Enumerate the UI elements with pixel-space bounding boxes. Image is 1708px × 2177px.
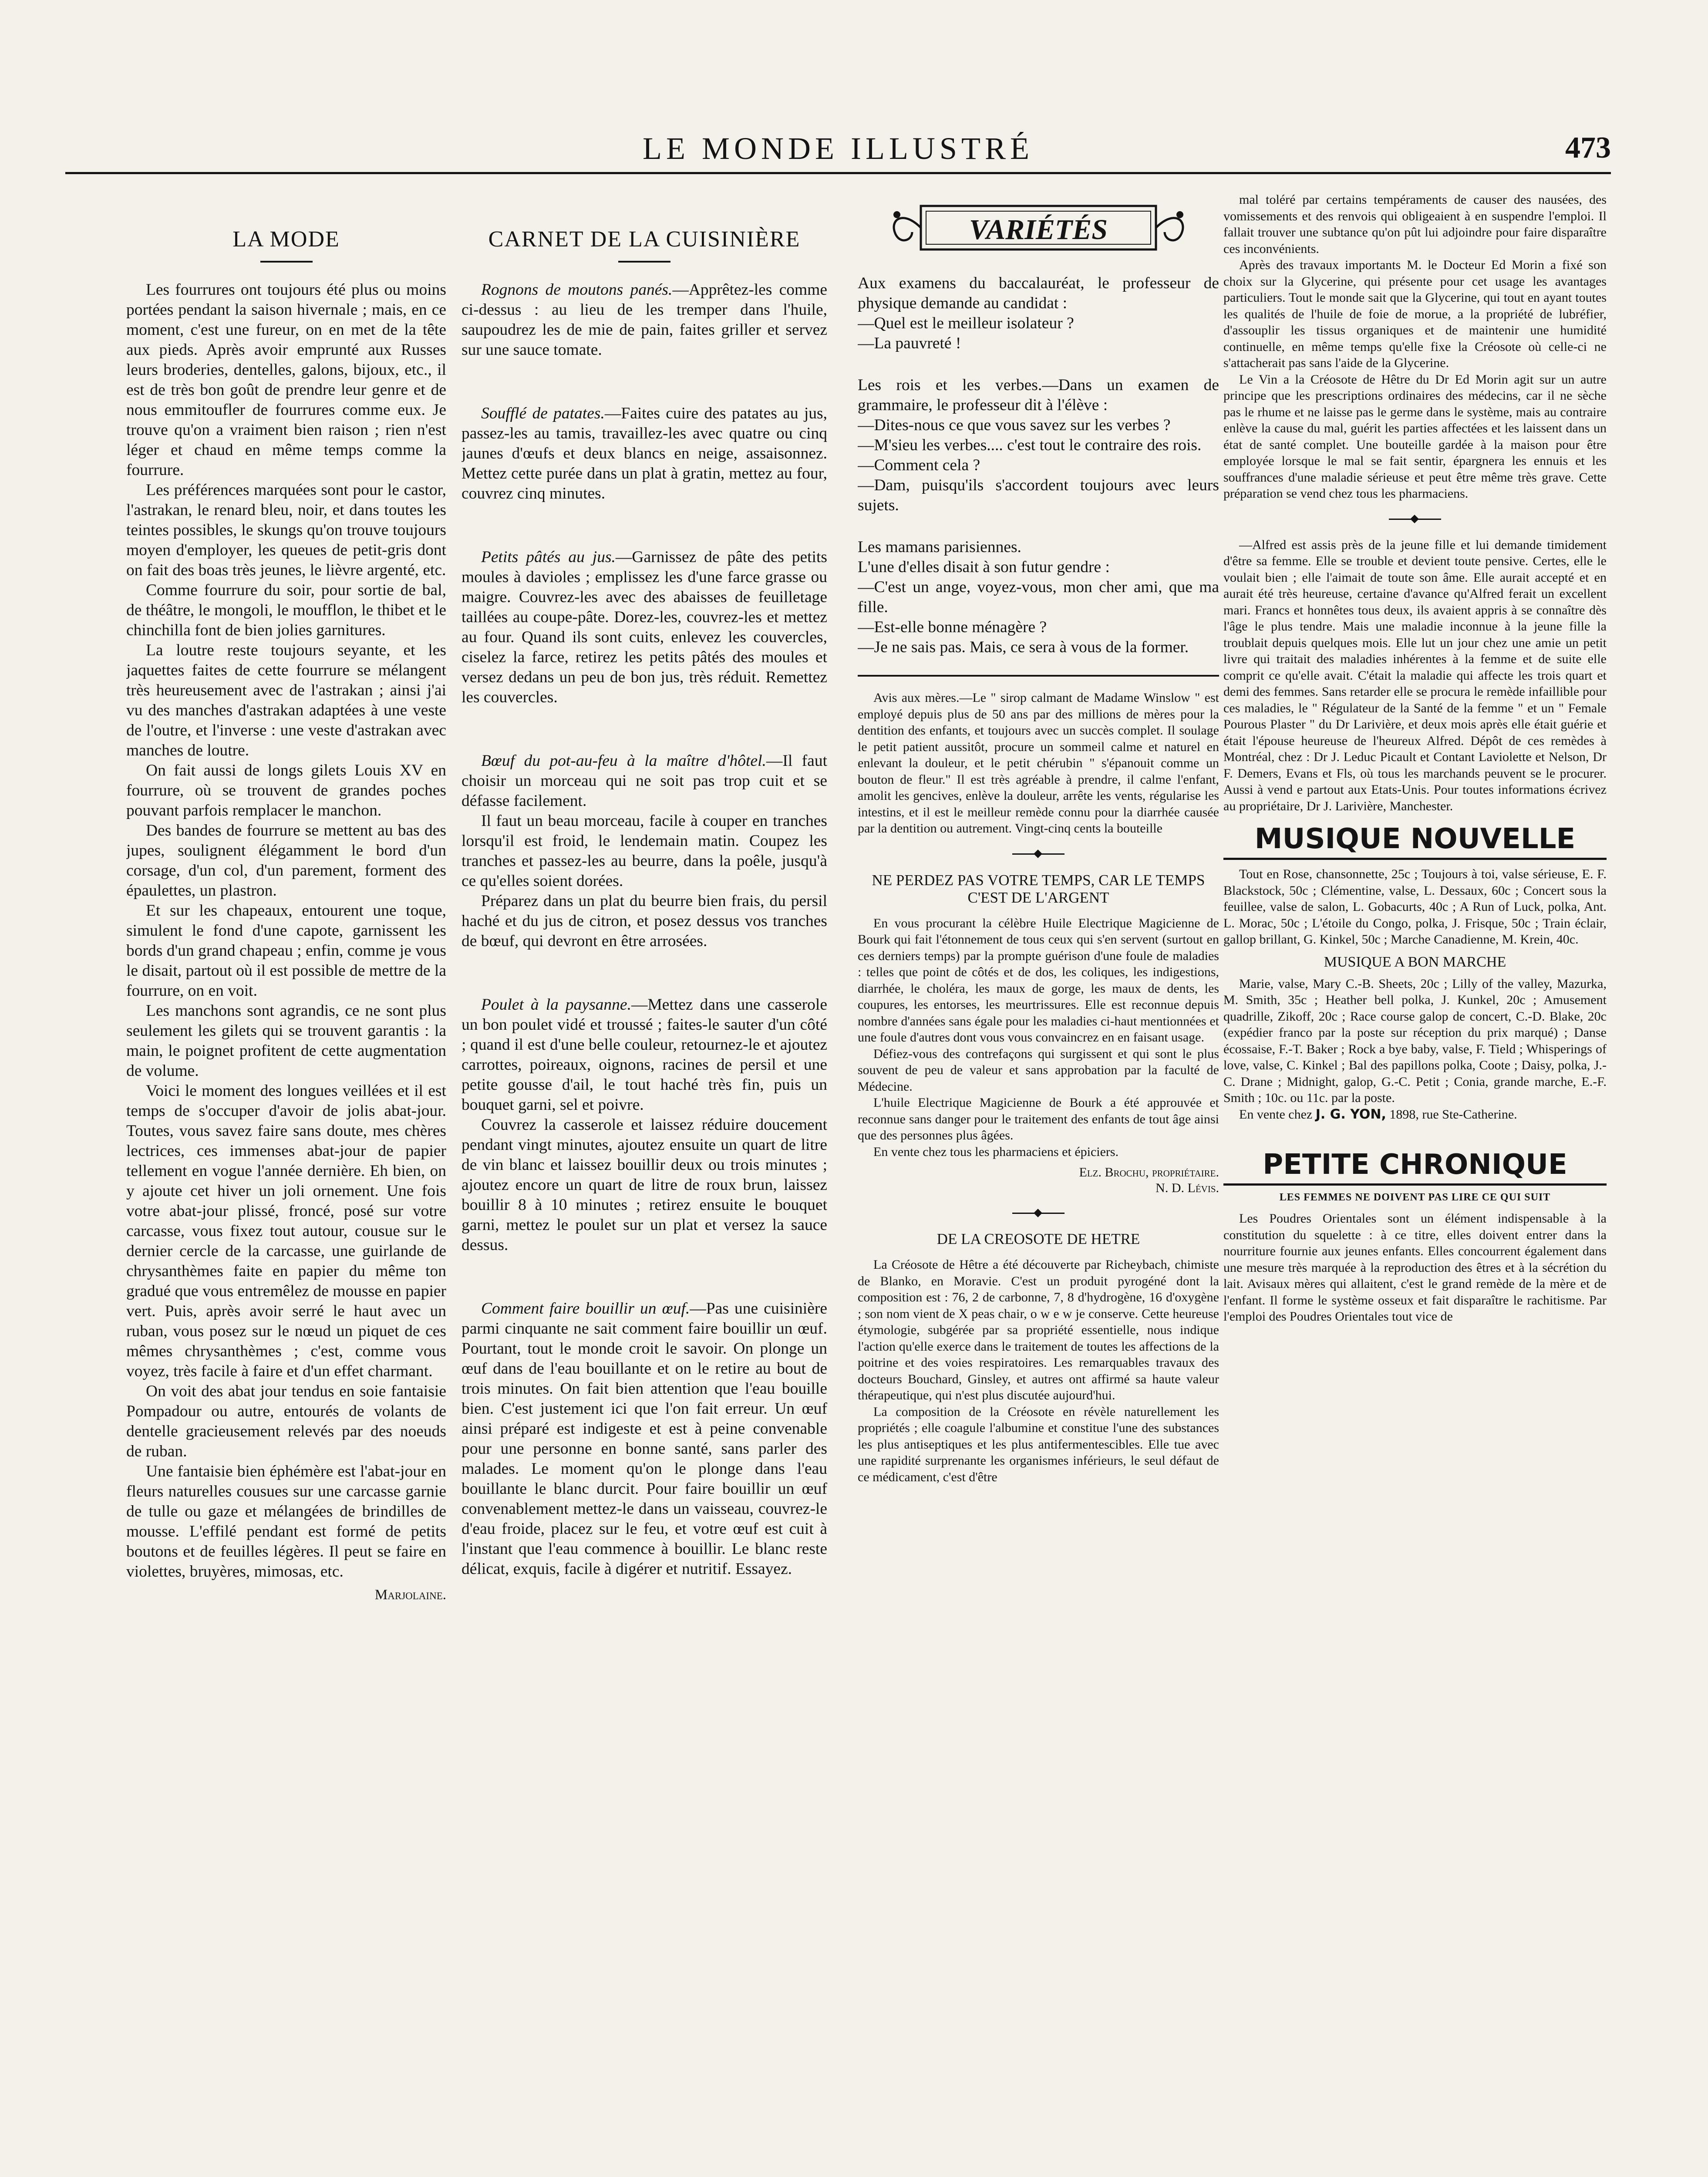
recipe [462,751,827,811]
vente-chez: En vente chez J. G. YON, 1898, rue Ste-Catherine. [1239,1106,1517,1122]
joke-line: —Je ne sais pas. Mais, ce sera à vous de la former. [858,638,1189,656]
bourk-ad-heading: NE PERDEZ PAS VOTRE TEMPS, CAR LE TEMPS C'EST DE L'ARGENT [872,871,1205,906]
recipe-title: Petits pâtés au jus. [481,548,616,566]
la-mode-signature: Marjolaine. [374,1587,446,1603]
recipe-title: Rognons de moutons panés. [481,281,673,299]
section-divider [858,846,1219,863]
paragraph: Le Vin a la Créosote de Hêtre du Dr Ed Morin agit sur un autre principe que les prescriptions ordinaires des médecins, car il ne sèche pas le rhume et ne laisse pas le germe dans le système, mais au contraire enlève la cause du mal, guérit les parties affectées et les laissent dans un état de santé complet. Une bouteille gardée à la maison pour être employée lorsque le mal se fait sentir, épargnera les ennuis et les souffrances d'une maladie sérieuse et peut être même très grave. Cette préparation se vend chez tous les pharmaciens. [1223,372,1607,501]
paragraph: mal toléré par certains tempéraments de causer des nausées, des vomissements et des renvois qui obligeaient à en suspendre l'emploi. Il fallait trouver une subtance qu'on pût lui adjoindre pour faire disparaître ces inconvénients. [1223,192,1607,256]
paragraph: La Créosote de Hêtre a été découverte par Richeybach, chimiste de Blanko, en Moravie. C'est un produit pyrogéné dont la composition est : 76, 2 de carbonne, 7, 8 d'hydrogène, 16 d'oxygène ; son nom vient de X peas chair, o w e w je conserve. Cette heureuse étymologie, subgérée par sa propriété essentielle, nous indique l'action qu'elle exerce dans le traitement de toutes les affections de la poitrine et des voies respiratoires. Les remarquables travaux des docteurs Bouchard, Ginsley, et autres ont affirmé sa haute valeur thérapeutique, qui n'est plus discutée aujourd'hui. [858,1257,1219,1402]
joke-line: —C'est un ange, voyez-vous, mon cher ami, que ma fille. [858,578,1219,616]
paragraph: Après des travaux importants M. le Docteur Ed Morin a fixé son choix sur la Glycerine, qui présente pour cet usage les avantages particuliers. Tout le monde sait que la Glycerine, qui tout en ayant toutes les qualités de l'huile de foie de morue, a la propriété de lubréfier, d'assouplir les tissus organiques et de maintenir une humidité continuelle, en même temps qu'elle fixe la Créosote où celle-ci ne s'attacherait pas sans l'aide de la Glycerine. [1223,258,1607,370]
la-mode-heading: LA MODE [232,227,340,252]
joke-line: L'une d'elles disait à son futur gendre : [858,558,1110,576]
creosote-article [858,1257,1219,1485]
column-varietes [858,192,1219,2177]
heading-rule [260,261,313,263]
paragraph: Et sur les chapeaux, entourent une toque, simulent le fond d'une capote, garnissent les bords d'un grand chapeau ; enfin, comme je vous le disait, partout où il est possible de mettre de la fourrure, on en voit. [126,902,446,1000]
recipe-title: Soufflé de patates. [481,404,605,422]
paragraph: La composition de la Créosote en révèle naturellement les propriétés ; elle coagule l'albumine et constitue l'une des substances les plus antiseptiques et les plus antifermentescibles. Elle tue avec une rapidité surprenante les organismes inférieurs, le seul défaut de ce médicament, c'est d'être [858,1404,1219,1484]
bourk-ad-signature: Elz. Brochu, propriétaire. [1079,1165,1219,1179]
section-divider [1223,511,1607,528]
bourk-ad-location: N. D. Lévis. [1156,1181,1219,1195]
paragraph: Des bandes de fourrure se mettent au bas des jupes, soulignent élégamment le bord d'un corsage, d'un col, d'un parement, forment des épaulettes, un plastron. [126,822,446,900]
recipe [462,547,827,708]
recipe [462,995,827,1115]
paragraph: Comme fourrure du soir, pour sortie de bal, de théâtre, le mongoli, le moufflon, le thibet et le chinchilla font de bien jolies garnitures. [126,581,446,639]
recipe-text: —Apprêtez-les comme ci-dessus : au lieu de les tremper dans l'huile, saupoudrez les de mie de pain, faites griller et servez sur une sauce tomate. [462,281,827,359]
column-cuisine [462,192,827,2177]
cuisine-heading: CARNET DE LA CUISINIÈRE [488,227,801,252]
creosote-heading: DE LA CREOSOTE DE HETRE [937,1230,1140,1247]
paragraph: L'huile Electrique Magicienne de Bourk a été approuvée et reconnue sans danger pour le traitement des enfants de tout âge ainsi que des personnes plus âgées. [858,1095,1219,1142]
recipe-paragraph: Couvrez la casserole et laissez réduire doucement pendant vingt minutes, ajoutez ensuite un quart de litre de vin blanc et laissez bouillir deux ou trois minutes ; ajoutez encore un quart de litre de roux brun, laissez bouillir 8 à 10 minutes ; retirez ensuite le bouquet garni, mettez le poulet sur un plat et versez la sauce dessus. [462,1116,827,1254]
joke-line: Les rois et les verbes.—Dans un examen de grammaire, le professeur dit à l'élève : [858,376,1219,414]
recipe [462,280,827,360]
recipe-paragraph: Préparez dans un plat du beurre bien frais, du persil haché et du jus de citron, et posez dessus vos tranches de bœuf, qui devront en être arrosées. [462,892,827,950]
paragraph: La loutre reste toujours seyante, et les jaquettes faites de cette fourrure se mélangent très heureusement avec de l'astrakan ; ainsi j'ai vu des manches d'astrakan adaptées à une veste de l'outre, et l'inverse : une veste d'astrakan avec manches de loutre. [126,641,446,759]
recipe-paragraph: Il faut un beau morceau, facile à couper en tranches lorsqu'il est froid, le lendemain matin. Coupez les tranches et passez-les au beurre, dans la poêle, jusqu'à ce qu'elles soient dorées. [462,812,827,890]
joke-line: —Quel est le meilleur isolateur ? [858,314,1074,332]
paragraph: On voit des abat jour tendus en soie fantaisie Pompadour ou autre, entourés de volants de dentelle gracieusement relevés par des noeuds de ruban. [126,1382,446,1460]
varietes-banner [858,195,1219,260]
recipe-title: Comment faire bouillir un œuf. [481,1300,690,1318]
recipe-text: —Faites cuire des patates au jus, passez-les au tamis, travaillez-les avec quatre ou cinq jaunes d'œufs et deux blancs en neige, assaisonnez. Mettez cette purée dans un plat à gratin, mettez au four, couvrez cinq minutes. [462,404,827,502]
paragraph: Les préférences marquées sont pour le castor, l'astrakan, le renard bleu, noir, et dans toutes les teintes possibles, le skungs qu'on trouve toujours moyen d'employer, les queues de petit-gris dont on fait des boas très jeunes, le lièvre argenté, etc. [126,481,446,579]
joke-line: —Dam, puisqu'ils s'accordent toujours avec leurs sujets. [858,476,1219,514]
chronique-subheading: LES FEMMES NE DOIVENT PAS LIRE CE QUI SUIT [1279,1192,1551,1203]
recipe-text: —Il faut choisir un morceau qui ne soit pas trop cuit et se défasse facilement. [462,752,827,810]
recipe-text: —Pas une cuisinière parmi cinquante ne sait comment faire bouillir un œuf. Pourtant, tout le monde croit le savoir. On plonge un œuf dans de l'eau bouillante et on le retire au bout de trois minutes. On fait bien attention que l'eau bouille bien. C'est justement ici que l'on fait erreur. Un œuf ainsi préparé est indigeste et est à peine convenable pour une personne en bonne santé, sans parler des malades. Le moment qu'on le plonge dans l'eau bouillante le blanc durcit. Pour faire bouillir un œuf convenablement mettez-le dans un vaisseau, couvrez-le d'eau froide, placez sur le feu, et votre œuf est cuit à l'instant que l'eau commence à bouillir. Le blanc reste délicat, exquis, facile à digérer et nutritif. Essayez. [462,1300,827,1578]
chronique-text: Les Poudres Orientales sont un élément indispensable à la constitution du squelette : à ce titre, elles doivent entrer dans la nourriture fournie aux jeunes enfants. Elles concourrent également dans une mesure très marquée à la reproduction des êtres et à la sécrétion du lait. Avisaux mères qui allaitent, c'est le grand remède de la mère et de l'enfant. Il forme le système osseux et fait disparaître le rachitisme. Par l'emploi des Poudres Orientales tout vice de [1223,1211,1607,1324]
paragraph: Les manchons sont agrandis, ce ne sont plus seulement les gilets qui se trouvent garantis : la main, le poignet profitent de cette augmentation de volume. [126,1002,446,1080]
page-header [65,131,1611,179]
paragraph: Les fourrures ont toujours été plus ou moins portées pendant la saison hivernale ; mais, en ce moment, c'est une fureur, on en met de la tête aux pieds. Après avoir emprunté aux Russes leurs broderies, dentelles, galons, bijoux, etc., il est de très bon goût de prendre leur genre et de nous emmitoufler de fourrures comme eux. Je trouve qu'on a vraiment bien raison ; rien n'est léger et chaud en même temps comme la fourrure. [126,281,446,479]
la-mode-article [126,280,446,1582]
musique-nouvelle-list: Tout en Rose, chansonnette, 25c ; Toujours à toi, valse sérieuse, E. F. Blackstock, 50c ; Clémentine, valse, L. Dessaux, 60c ; Concert sous la feuillee, valse de salon, L. Gobacurts, 40c ; A Run of Luck, polka, Ant. L. Morac, 50c ; L'étoile du Congo, polka, J. Frisque, 50c ; Train éclair, gallop brillant, G. Kinkel, 50c ; Marche Canadienne, M. Krein, 40c. [1223,867,1607,947]
recipe-list [462,280,827,1579]
header-rule [65,172,1611,174]
column-la-mode [126,192,446,2177]
varietes-banner-text: VARIÉTÉS [969,214,1108,246]
paragraph: En vente chez tous les pharmaciens et épiciers. [873,1144,1119,1159]
paragraph: Défiez-vous des contrefaçons qui surgissent et qui sont le plus souvent de peu de valeur et sans approbation par la faculté de Médecine. [858,1046,1219,1094]
paragraph: Une fantaisie bien éphémère est l'abat-jour en fleurs naturelles cousues sur une carcasse garnie de tulle ou gaze et mélangées de brindilles de mousse. L'effilé pendant est formé de petits boutons et de feuilles légères. Il peut se faire en violettes, bruyères, mimosas, etc. [126,1463,446,1581]
joke-line: Aux examens du baccalauréat, le professeur de physique demande au candidat : [858,274,1219,312]
section-divider [858,1204,1219,1222]
petite-chronique-heading: PETITE CHRONIQUE [1223,1149,1607,1186]
bon-marche-heading: MUSIQUE A BON MARCHE [1324,954,1506,970]
joke-line: —La pauvreté ! [858,334,961,352]
recipe-text: —Mettez dans une casserole un bon poulet vidé et troussé ; faites-le sauter d'un côté ; quand il est d'une belle couleur, retournez-le et ajoutez carrottes, poireaux, oignons, racines de persil et une petite gousse d'ail, le tout haché très fin, puis un bouquet garni, sel et poivre. [462,996,827,1114]
paragraph: On fait aussi de longs gilets Louis XV en fourrure, où se trouvent de grandes poches pouvant parfois remplacer le manchon. [126,762,446,819]
recipe-title: Poulet à la paysanne. [481,996,631,1014]
publication-title: LE MONDE ILLUSTRÉ [643,131,1034,166]
joke-line: —Dites-nous ce que vous savez sur les verbes ? [858,416,1171,434]
varietes-banner-ornament [886,197,1191,258]
joke-line: —Est-elle bonne ménagère ? [858,618,1047,636]
joke-line: —M'sieu les verbes.... c'est tout le contraire des rois. [858,436,1202,454]
recipe [462,404,827,504]
joke-line: Les mamans parisiennes. [858,538,1021,556]
bourk-ad-text [858,915,1219,1160]
section-rule [858,675,1219,677]
joke-line: —Comment cela ? [858,456,980,474]
musique-nouvelle-heading: MUSIQUE NOUVELLE [1223,823,1607,860]
avis-aux-meres [858,690,1219,837]
paragraph: Voici le moment des longues veillées et il est temps de s'occuper d'avoir de jolis abat-jour. Toutes, vous savez faire sans doute, mes chères lectrices, ces immenses abat-jour de papier tellement en vogue l'année dernière. Eh bien, on y ajoute cet hiver un joli ornement. Une fois votre abat-jour plissé, froncé, posé sur votre carcasse, vous fixez tout autour, cousue sur le dernier cercle de la carcasse, une guirlande de chrysanthèmes faite en papier du même ton gradué que vous entremêlez de mousse en papier vert. Puis, après avoir serré le haut avec un ruban, vous posez sur le nœud un piquet de ces mêmes chrysanthèmes ; c'est, comme vous voyez, très facile à faire et d'un effet charmant. [126,1082,446,1380]
yon-name: J. G. YON, [1315,1106,1386,1122]
avis-aux-meres-text: Avis aux mères.—Le " sirop calmant de Madame Winslow " est employé depuis plus de 50 ans par des millions de mères pour la dentition des enfants, et toujours avec un succès complet. Il soulage le petit patient aussitôt, procure un sommeil calme et naturel en enlevant la douleur, et le petit chérubin " s'épanouit comme un bouton de fleur." Il est très agréable à prendre, il calme l'enfant, amolit les gencives, enlève la douleur, arrête les vents, régularise les intestins, et il est le meilleur remède connu pour la diarrhée causée par la dentition ou autrement. Vingt-cinq cents la bouteille [858,691,1219,836]
bon-marche-list: Marie, valse, Mary C.-B. Sheets, 20c ; Lilly of the valley, Mazurka, M. Smith, 35c ; Heather bell polka, J. Kunkel, 20c ; Amusement quadrille, Zikoff, 20c ; Race course galop de concert, C.-D. Blake, 20c (expédier franco par la poste sur réception du prix marqué) ; Danse écossaise, F.-T. Baker ; Rock a bye baby, valse, F. Tield ; Whisperings of love, valse, C. Kinkel ; Bal des papillons polka, Coote ; Daisy, polka, J.-C. Drane ; Midnight, galop, G.-C. Petit ; Conia, grande marche, E.-F. Smith ; 10c. ou 11c. par la poste. [1223,976,1607,1105]
recipe-text: —Garnissez de pâte des petits moules à davioles ; emplissez les d'une farce grasse ou maigre. Couvrez-les avec des abaisses de feuilletage taillées au coupe-pâte. Dorez-les, couvrez-les et mettez au four. Quand ils sont cuits, enlevez les couvercles, ciselez la farce, retirez les petits pâtés des moules et versez dedans un peu de bon jus, très réduit. Remettez les couvercles. [462,548,827,706]
recipe [462,1299,827,1579]
alfred-advertisement: —Alfred est assis près de la jeune fille et lui demande timidement d'être sa femme. Elle se trouble et devient toute pensive. Certes, elle le voulait bien ; elle l'aimait de toute son âme. Elle aurait accepté et en aurait été très heureuse, certaine d'avance qu'Alfred ferait un excellent mari. Francs et honnêtes tous deux, ils avaient appris à se connaître dès l'âge le plus tendre. Mais une maladie inconnue à la jeune fille la troublait depuis quelques mois. Elle lut un jour chez une amie un petit livre qui traitait des maladies inhérentes à la femme et de suite elle comprit ce qu'elle avait. C'était la maladie qui affecte les trois quart et demi des femmes. Sans retarder elle se procura le remède infaillible pour ces maladies, le " Régulateur de la Santé de la femme " et un " Female Pourous Plaster " du Dr Larivière, et deux mois après elle était guérie et était l'épouse heureuse de l'heureux Alfred. Dépôt de ces remèdes à Montréal, chez : Dr J. Leduc Picault et Contant Laviolette et Nelson, Dr F. Demers, Evans et Fls, où tous les marchands peuvent se le procurer. Aussi à vend e partout aux Etats-Unis. Pour toutes informations écrivez au propriétaire, Dr J. Larivière, Manchester. [1223,537,1607,813]
heading-rule [618,261,670,263]
recipe-title: Bœuf du pot-au-feu à la maître d'hôtel. [481,752,766,770]
paragraph: En vous procurant la célèbre Huile Electrique Magicienne de Bourk qui fait l'étonnement de tous ceux qui s'en servent (surtout en ces derniers temps) par la prompte guérison d'une foule de maladies : telles que point de côtés et de dos, les coliques, les indigestions, diarrhée, le choléra, les maux de gorge, les maux de dents, les coupures, les entorses, les meurtrissures. Elle est reconnue depuis nombre d'années sans égale pour les maladies ci-haut mentionnées et une foule d'autres dont vous vous convaincrez en en faisant usage. [858,916,1219,1045]
creosote-article-continued [1223,192,1607,502]
page-number: 473 [1565,131,1611,165]
varietes-jokes [858,273,1219,657]
column-four [1223,192,1607,2177]
